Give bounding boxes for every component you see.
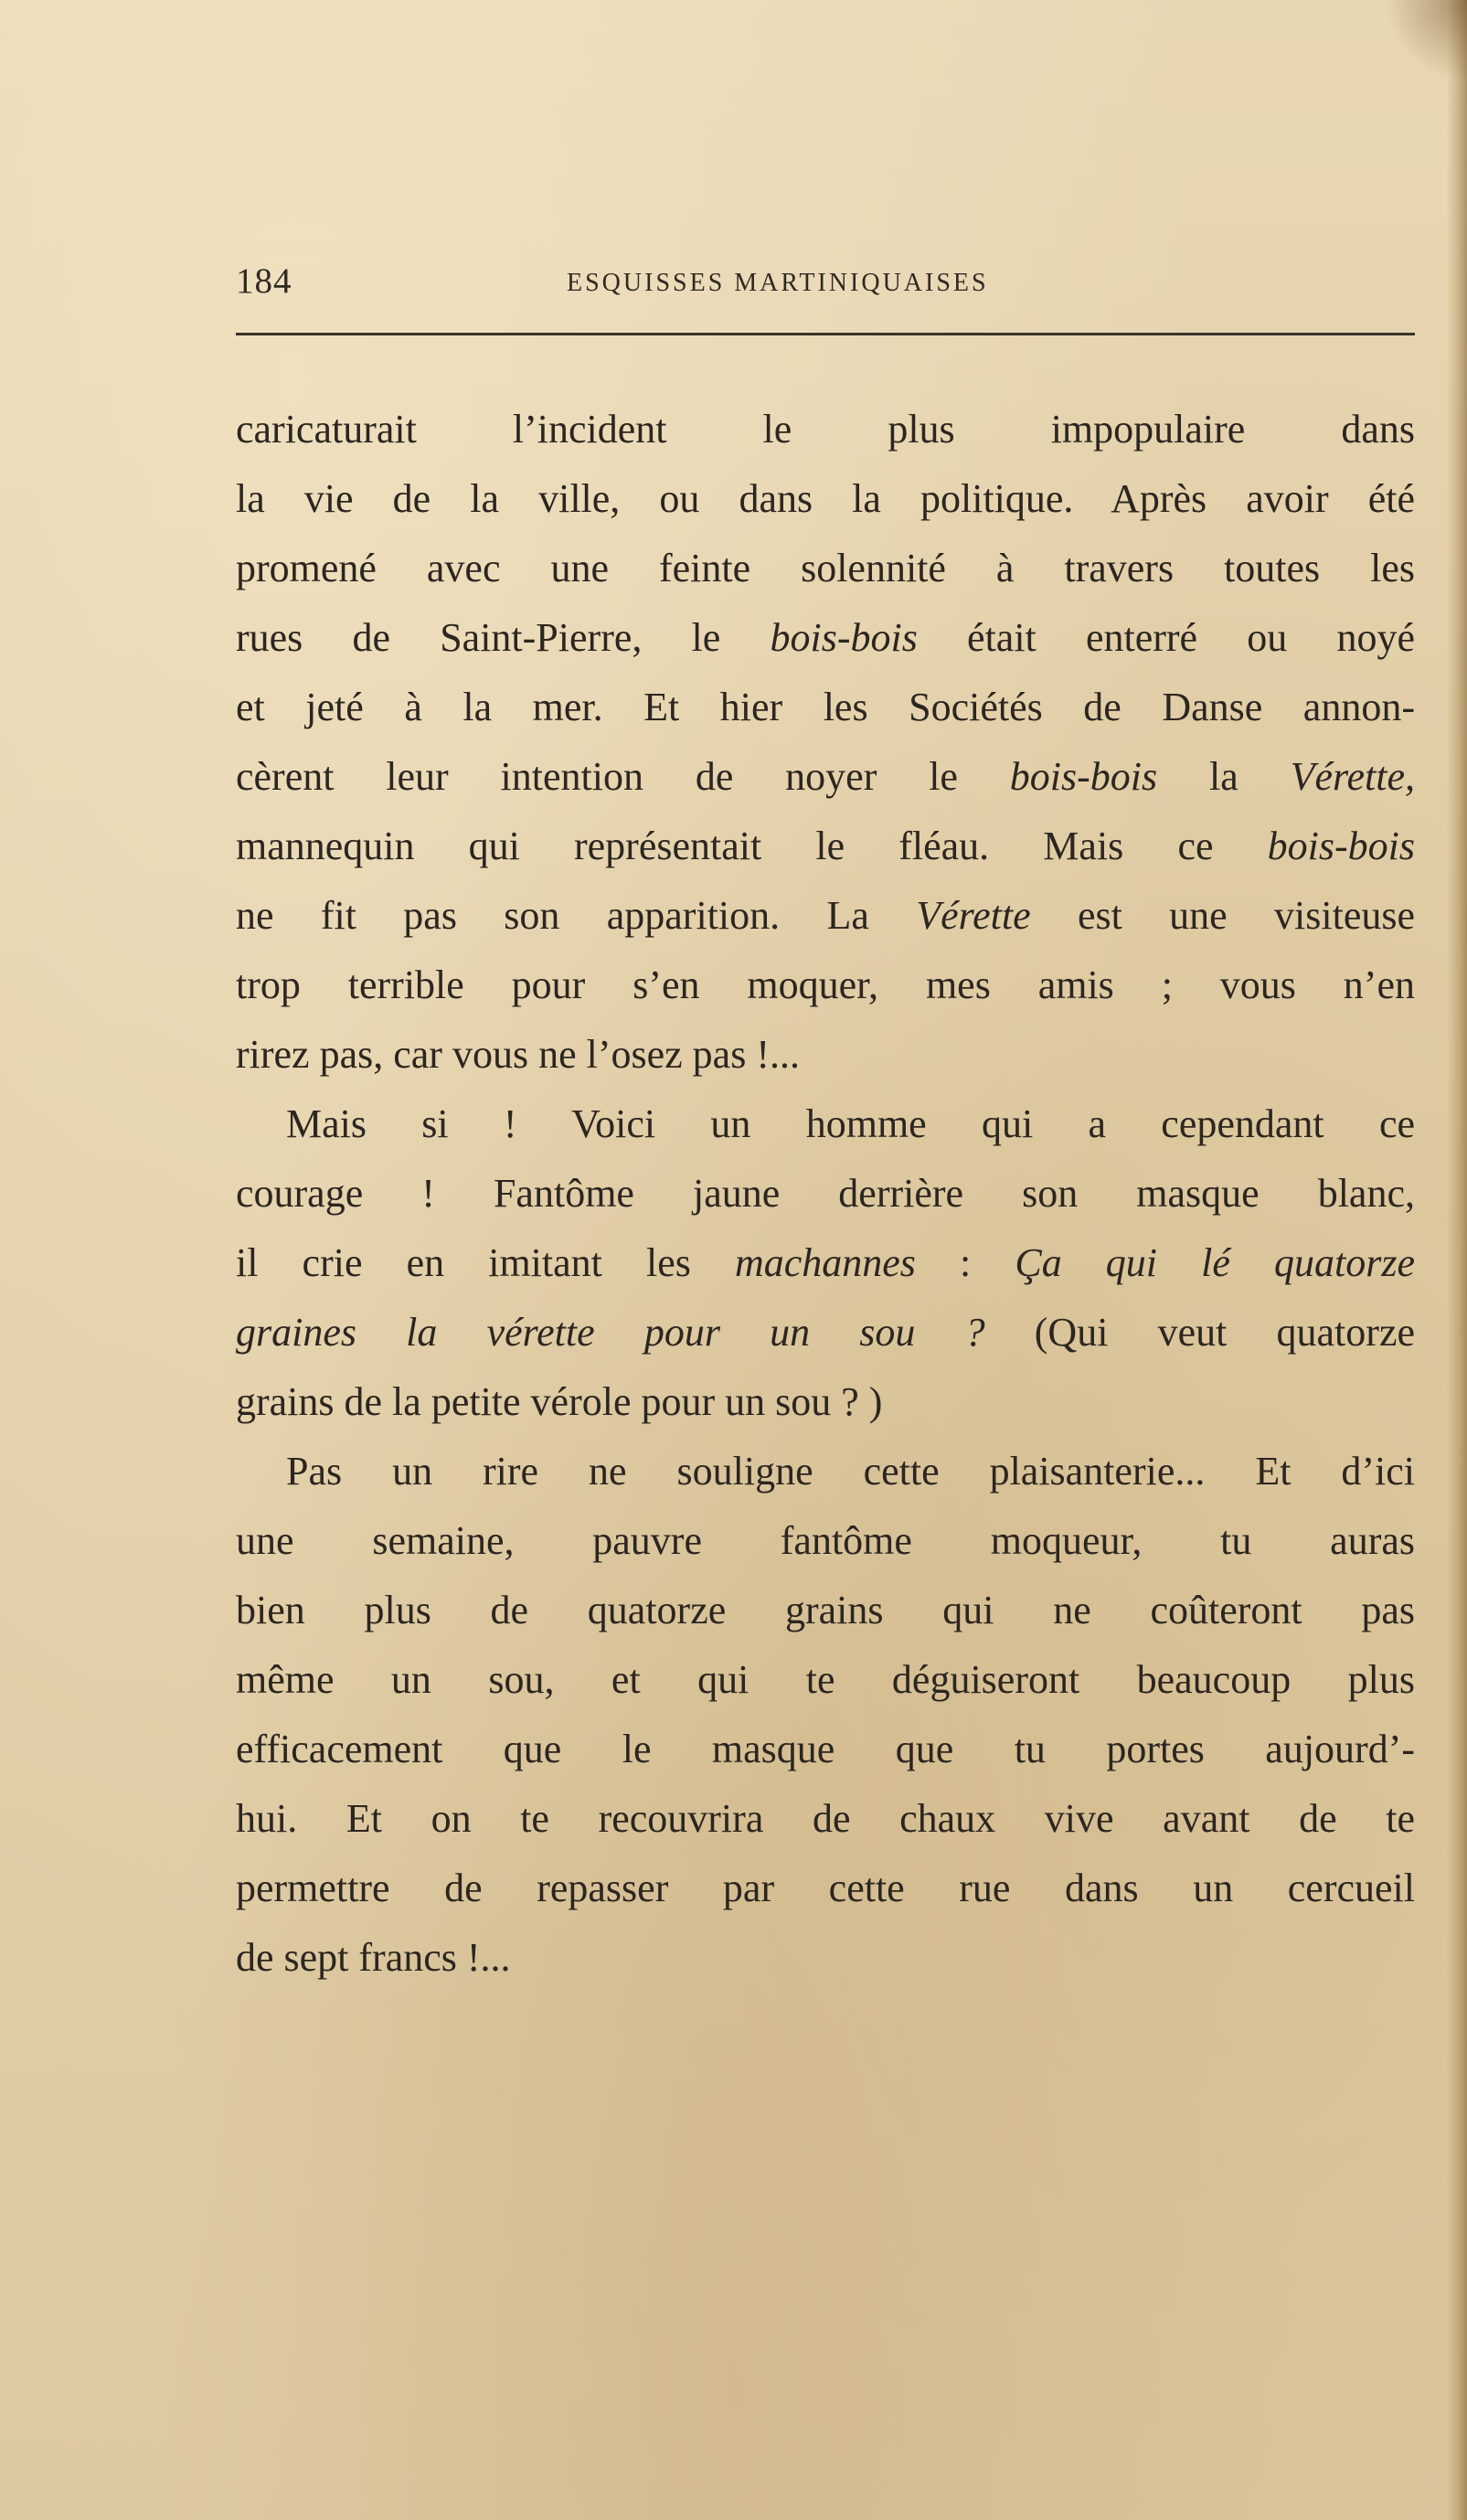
text-run: efficacement que le masque que tu portes aujourd’- — [236, 1727, 1415, 1771]
text-run: : — [915, 1240, 1015, 1285]
text-run: il crie en imitant les — [236, 1240, 735, 1285]
text-line — [236, 1645, 1415, 1715]
text-line — [236, 534, 1415, 603]
text-line — [236, 1437, 1415, 1506]
text-run: Pas un rire ne souligne cette plaisanterie... Et d’ici — [286, 1449, 1415, 1494]
text-run: permettre de repasser par cette rue dans un cercueil — [236, 1866, 1415, 1910]
text-line — [236, 1854, 1415, 1923]
text-run: et jeté à la mer. Et hier les Sociétés de Danse annon- — [236, 685, 1415, 729]
italic-text: graines la vérette pour un sou ? — [236, 1310, 985, 1355]
text-run: ne fit pas son apparition. La — [236, 893, 917, 938]
italic-text: Vérette — [916, 893, 1031, 938]
text-line — [236, 464, 1415, 534]
text-run: est une visiteuse — [1030, 893, 1415, 938]
text-run: une semaine, pauvre fantôme moqueur, tu auras — [236, 1518, 1415, 1563]
running-head — [236, 261, 1415, 306]
text-run: hui. Et on te recouvrira de chaux vive avant de te — [236, 1796, 1415, 1841]
text-line — [236, 395, 1415, 464]
text-run: de sept francs !... — [236, 1935, 511, 1980]
text-run: rues de Saint-Pierre, le — [236, 615, 771, 660]
text-run: la vie de la ville, ou dans la politique. Après avoir été — [236, 476, 1415, 521]
text-run: promené avec une feinte solennité à travers toutes les — [236, 546, 1415, 590]
text-line — [236, 742, 1415, 812]
body-text — [236, 395, 1415, 1993]
text-run: courage ! Fantôme jaune derrière son masque blanc, — [236, 1171, 1415, 1216]
text-line — [236, 1784, 1415, 1854]
text-line — [236, 812, 1415, 881]
text-line — [236, 603, 1415, 673]
italic-text: Vérette, — [1290, 754, 1415, 799]
text-run: grains de la petite vérole pour un sou ? ) — [236, 1379, 883, 1424]
text-line — [236, 1506, 1415, 1576]
text-line — [236, 1367, 1415, 1437]
corner-stain — [1385, 0, 1467, 82]
text-line — [236, 1298, 1415, 1367]
text-run: mannequin qui représentait le fléau. Mais ce — [236, 824, 1268, 868]
header-rule — [236, 333, 1415, 335]
text-line — [236, 881, 1415, 951]
italic-text: bois-bois — [770, 615, 918, 660]
italic-text: Ça qui lé quatorze — [1015, 1240, 1415, 1285]
text-run: trop terrible pour s’en moquer, mes amis ; vous n’en — [236, 962, 1415, 1007]
text-run: la — [1157, 754, 1291, 799]
text-line — [236, 673, 1415, 742]
text-line — [236, 1923, 1415, 1993]
text-line — [236, 1020, 1415, 1090]
italic-text: bois-bois — [1267, 824, 1415, 868]
text-line — [236, 1228, 1415, 1298]
page-number: 184 — [236, 261, 292, 301]
text-run: même un sou, et qui te déguiseront beaucoup plus — [236, 1657, 1415, 1702]
text-run: rirez pas, car vous ne l’osez pas !... — [236, 1032, 800, 1077]
text-line — [236, 1715, 1415, 1784]
text-run: Mais si ! Voici un homme qui a cependant ce — [286, 1101, 1415, 1146]
text-run: bien plus de quatorze grains qui ne coûteront pas — [236, 1588, 1415, 1632]
text-line — [236, 1090, 1415, 1159]
text-line — [236, 1159, 1415, 1228]
text-run: caricaturait l’incident le plus impopulaire dans — [236, 407, 1415, 452]
running-title: ESQUISSES MARTINIQUAISES — [567, 269, 989, 297]
page-edge-shadow — [1447, 0, 1467, 2520]
text-run: était enterré ou noyé — [917, 615, 1415, 660]
text-line — [236, 1576, 1415, 1645]
text-run: (Qui veut quatorze — [984, 1310, 1415, 1355]
text-run: cèrent leur intention de noyer le — [236, 754, 1010, 799]
text-line — [236, 951, 1415, 1020]
italic-text: machannes — [734, 1240, 916, 1285]
italic-text: bois-bois — [1009, 754, 1158, 799]
